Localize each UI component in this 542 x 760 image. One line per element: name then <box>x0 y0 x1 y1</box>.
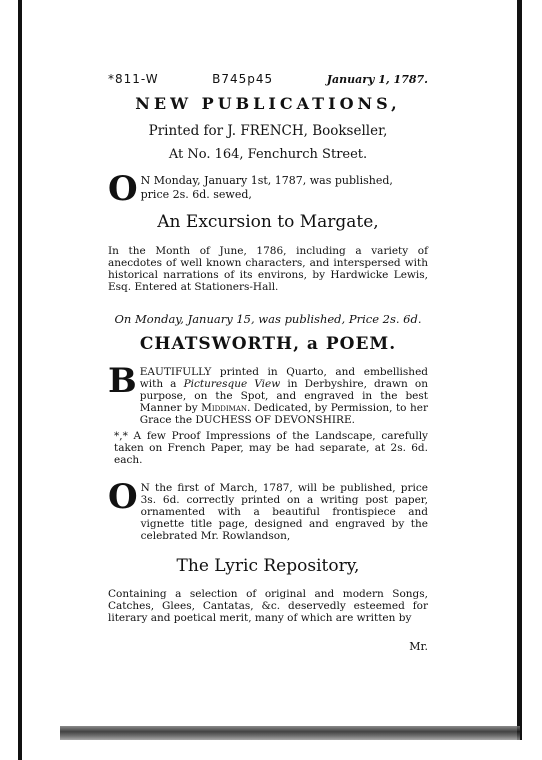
right-border <box>517 0 522 740</box>
page-title: NEW PUBLICATIONS, <box>135 94 401 113</box>
left-border <box>18 0 22 760</box>
lyric-contents: Containing a selection of original and modern Songs, Catches, Glees, Cantatas, &c. deservedly esteemed for literary and poetical merit, many of which are written by <box>108 588 428 624</box>
lyric-description: N the first of March, 1787, will be published, price 3s. 6d. correctly printed on a writing post paper, ornamented with a beautiful frontispiece and vignette title page, designed and engraved by the celebrated Mr. Rowlandson, <box>140 482 428 542</box>
dropcap-letter: B <box>108 361 137 401</box>
dropcap-letter: O <box>108 477 138 517</box>
book-title-margate: An Excursion to Margate, <box>157 212 379 232</box>
description-text: in Derbyshire, drawn on purpose, on the Spot, and engraved in the best Manner by <box>139 378 428 414</box>
chatsworth-intro: On Monday, January 15, was published, Price 2s. 6d. <box>114 312 422 326</box>
shelf-mark: B745p45 <box>212 72 274 86</box>
printer-line: Printed for J. FRENCH, Bookseller, <box>148 123 388 139</box>
lyric-announcement <box>108 477 428 542</box>
engraver-name: Middiman. <box>201 402 251 414</box>
catalog-mark: *811-W <box>108 72 159 86</box>
header-line <box>108 72 428 90</box>
price-line: price 2s. 6d. sewed, <box>140 188 252 201</box>
ad-excursion-intro <box>108 169 428 209</box>
book-title-chatsworth: CHATSWORTH, a POEM. <box>139 334 397 354</box>
book-title-lyric: The Lyric Repository, <box>176 556 360 576</box>
address-line: At No. 164, Fenchurch Street. <box>168 147 368 162</box>
bottom-edge <box>60 726 520 740</box>
dropcap-letter: O <box>108 169 138 209</box>
intro-line: N Monday, January 1st, 1787, was published, <box>140 174 393 187</box>
dedication-text: Dedicated, by Permission, to her Grace the DUCHESS OF DEVONSHIRE. <box>139 402 428 426</box>
margate-description: In the Month of June, 1786, including a variety of anecdotes of well known characters, and interspersed with historical narrations of its environs, by Hardwicke Lewis, Esq. Entered at Stationers-Hall. <box>108 245 428 293</box>
chatsworth-description <box>108 361 428 466</box>
catchword: Mr. <box>409 640 428 653</box>
description-text: EAUTIFULLY printed in Quarto, and embellished with a <box>139 366 428 390</box>
description-italic: Picturesque View <box>183 378 281 390</box>
publication-date: January 1, 1787. <box>326 73 428 86</box>
proof-note: *,* A few Proof Impressions of the Landscape, carefully taken on French Paper, may be had separate, at 2s. 6d. each. <box>114 430 428 466</box>
